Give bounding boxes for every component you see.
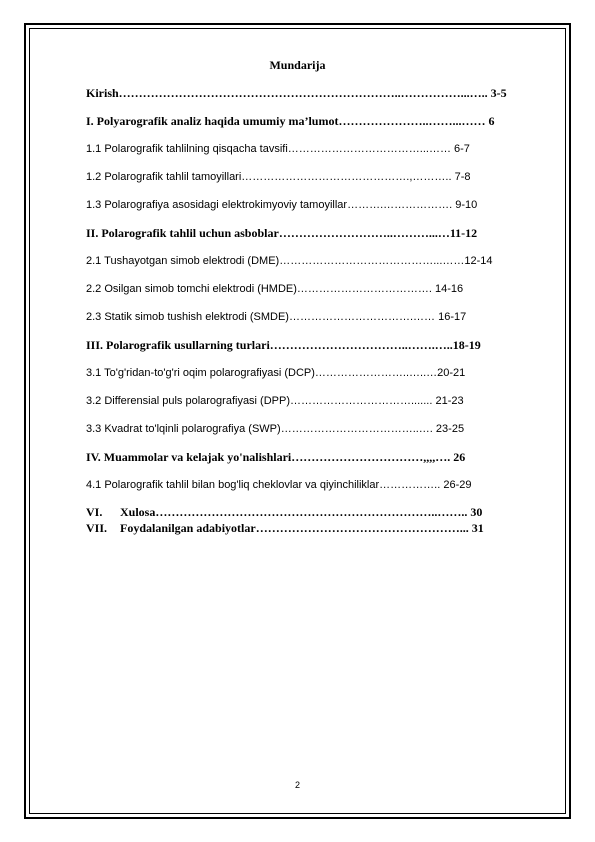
toc-entry-pages: 21-23 bbox=[435, 395, 464, 407]
toc-entry-adabiyotlar bbox=[86, 521, 548, 535]
toc-entry-3-3 bbox=[86, 422, 548, 436]
toc-entry-kirish bbox=[86, 86, 548, 100]
toc-entry-1-1 bbox=[86, 142, 548, 156]
toc-entry-pages: 12-14 bbox=[464, 255, 493, 267]
toc-entry-text: 1.1 Polarografik tahlilning qisqacha tavsifi bbox=[86, 143, 288, 155]
toc-entry-dots: ……………………………………….,……….. bbox=[241, 171, 452, 183]
toc-entry-dots: …………….. bbox=[379, 479, 441, 491]
toc-entry-text: 3.1 To'g'ridan-to'g'ri oqim polarografiyasi (DCP) bbox=[86, 367, 315, 379]
toc-entry-dots: …………………………….…… bbox=[288, 311, 436, 323]
toc-entry-text: Foydalanilgan adabiyotlar bbox=[120, 521, 256, 535]
toc-entry-pages: 23-25 bbox=[435, 423, 465, 435]
toc-entry-text: 2.2 Osilgan simob tomchi elektrodi (HMDE) bbox=[86, 283, 297, 295]
toc-entry-pages: 14-16 bbox=[435, 283, 464, 295]
toc-entry-pages: 26 bbox=[453, 450, 466, 464]
toc-entry-pages: 6 bbox=[488, 114, 495, 128]
toc-entry-3-1 bbox=[86, 366, 548, 380]
toc-entry-dots: ……………………………………………………………..……………...….. bbox=[118, 86, 488, 100]
page-number: 2 bbox=[294, 780, 300, 790]
toc-entry-text: 3.3 Kvadrat to'lqinli polarografiya (SWP) bbox=[86, 423, 281, 435]
toc-entry-pages: 26-29 bbox=[443, 479, 472, 491]
toc-entry-section-1 bbox=[86, 114, 548, 128]
toc-entry-dots: ………………………..………...… bbox=[278, 226, 450, 240]
toc-title: Mundarija bbox=[269, 58, 326, 72]
toc-entry-dots: ……………………………………………... bbox=[255, 521, 469, 535]
toc-entry-text: 3.2 Differensial puls polarografiyasi (DPP) bbox=[86, 395, 290, 407]
toc-entry-section-2 bbox=[86, 226, 548, 240]
toc-entry-text: 2.1 Tushayotgan simob elektrodi (DME) bbox=[86, 255, 280, 267]
toc-entry-dots: ……………………………,,,,…. bbox=[291, 450, 451, 464]
toc-entry-2-1 bbox=[86, 254, 548, 268]
toc-entry-2-3 bbox=[86, 310, 548, 324]
toc-entry-number: VI. bbox=[86, 505, 103, 519]
toc-entry-text: 1.3 Polarografiya asosidagi elektrokimyoviy tamoyillar bbox=[86, 199, 348, 211]
toc-entry-pages: 30 bbox=[470, 505, 483, 519]
toc-entry-dots: ……….………………. bbox=[347, 199, 453, 211]
toc-entry-dots: ……………………………………………………………..…….. bbox=[155, 505, 468, 519]
toc-entry-dots: ……………………………………...…… bbox=[279, 255, 465, 267]
toc-entry-section-3 bbox=[86, 338, 548, 352]
toc-entry-dots: …………………..……...…… bbox=[338, 114, 486, 128]
toc-entry-dots: ………………………………. bbox=[296, 283, 432, 295]
toc-entry-number: VII. bbox=[86, 521, 108, 535]
toc-entry-section-4 bbox=[86, 450, 548, 464]
toc-entry-2-2 bbox=[86, 282, 548, 296]
toc-entry-text: II. Polarografik tahlil uchun asboblar bbox=[86, 226, 279, 240]
toc-entry-text: III. Polarografik usullarning turlari bbox=[86, 338, 270, 352]
toc-entry-pages: 16-17 bbox=[438, 311, 467, 323]
toc-entry-dots: ………………………………...…… bbox=[287, 143, 451, 155]
toc-entry-text: I. Polyarografik analiz haqida umumiy ma’lumot bbox=[86, 114, 339, 128]
toc-entry-text: 2.3 Statik simob tushish elektrodi (SMDE) bbox=[86, 311, 289, 323]
toc-entry-pages: 3-5 bbox=[490, 86, 507, 100]
toc-entry-4-1 bbox=[86, 478, 548, 492]
toc-entry-1-2 bbox=[86, 170, 548, 184]
toc-entry-1-3 bbox=[86, 198, 548, 212]
toc-entry-dots: ……………………………....... bbox=[290, 395, 433, 407]
toc-entry-pages: 31 bbox=[471, 521, 484, 535]
toc-entry-pages: 11-12 bbox=[449, 226, 478, 240]
toc-entry-pages: 18-19 bbox=[452, 338, 481, 352]
toc-entry-text: IV. Muammolar va kelajak yo'nalishlari bbox=[86, 450, 292, 464]
toc-entry-dots: ……………………………..…….….. bbox=[269, 338, 453, 352]
toc-entry-text: Xulosa bbox=[120, 505, 156, 519]
toc-entry-3-2 bbox=[86, 394, 548, 408]
toc-entry-pages: 7-8 bbox=[454, 171, 471, 183]
toc-entry-xulosa bbox=[86, 505, 548, 519]
toc-entry-pages: 20-21 bbox=[437, 367, 466, 379]
toc-entry-pages: 9-10 bbox=[455, 199, 478, 211]
toc-entry-dots: ……………………..…..… bbox=[314, 367, 438, 379]
toc-entry-text: Kirish bbox=[86, 86, 119, 100]
toc-entry-pages: 6-7 bbox=[454, 143, 470, 155]
toc-entry-text: 1.2 Polarografik tahlil tamoyillari bbox=[86, 171, 242, 183]
toc-entry-text: 4.1 Polarografik tahlil bilan bog'liq cheklovlar va qiyinchiliklar bbox=[86, 479, 380, 491]
toc-entry-dots: ………………………………..…. bbox=[280, 423, 433, 435]
